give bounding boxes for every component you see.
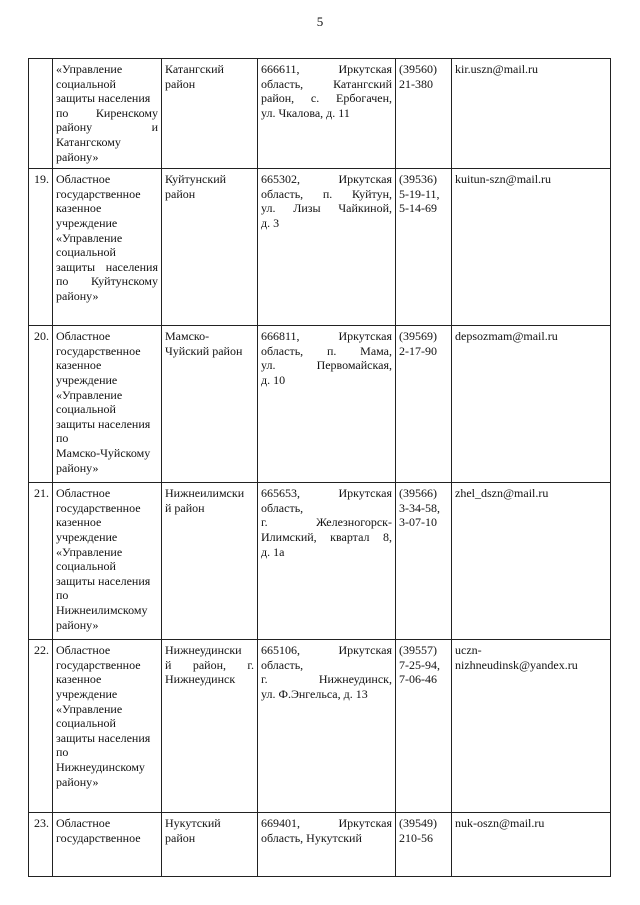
email-line: kuitun-szn@mail.ru — [455, 172, 552, 187]
word: область, — [261, 343, 304, 358]
table-row — [29, 483, 611, 640]
name-line: Областное — [56, 486, 111, 501]
cell-email[interactable] — [452, 640, 611, 813]
word: 669401, — [261, 816, 300, 831]
name-line: по — [56, 588, 69, 603]
word: Куйтунскому — [91, 274, 158, 289]
name-line: району» — [56, 460, 99, 475]
phone-line: 21-380 — [399, 76, 433, 91]
word: 666811, — [261, 329, 300, 344]
word: г. — [261, 672, 268, 687]
district-line: Нижнеудински — [165, 643, 242, 658]
address-line — [261, 358, 392, 373]
word: район, — [192, 657, 226, 672]
address-line: д. 3 — [261, 215, 280, 230]
email-line: uczn- — [455, 643, 482, 658]
name-line: защиты населения — [56, 730, 151, 745]
address-line — [261, 201, 392, 216]
word: Иркутская — [338, 172, 392, 187]
address-line — [261, 515, 392, 530]
district-line: район — [165, 76, 196, 91]
row-number — [29, 59, 53, 169]
address-line — [261, 672, 392, 687]
address-line: ул. Ф.Энгельса, д. 13 — [261, 686, 368, 701]
word: Иркутская — [338, 329, 392, 344]
row-number: 21. — [29, 483, 53, 640]
word: по — [56, 274, 69, 289]
page-number: 5 — [316, 14, 324, 29]
cell-phone — [396, 59, 452, 169]
name-line — [56, 120, 158, 135]
district-line: район — [165, 830, 196, 845]
name-line: социальной — [56, 76, 116, 91]
cell-email[interactable] — [452, 813, 611, 877]
table-row — [29, 326, 611, 483]
word: область, — [261, 186, 304, 201]
word: Железногорск- — [316, 515, 392, 530]
table-body — [29, 59, 611, 877]
name-line: «Управление — [56, 62, 123, 76]
phone-line: 3-34-58, — [399, 500, 440, 515]
address-line: д. 1а — [261, 544, 285, 559]
district-line: Катангский — [165, 62, 224, 76]
address-line — [261, 530, 392, 545]
word: 666611, — [261, 62, 300, 76]
phone-line: (39569) — [399, 329, 437, 344]
name-line: Нижнеилимскому — [56, 602, 148, 617]
word: 8, — [383, 529, 392, 544]
cell-address — [258, 169, 396, 326]
word: 665653, — [261, 486, 300, 501]
word: п. — [326, 343, 337, 358]
name-line: «Управление — [56, 544, 123, 559]
phone-line: 2-17-90 — [399, 343, 437, 358]
cell-district — [162, 169, 258, 326]
name-line: по — [56, 431, 69, 446]
phone-line: (39557) — [399, 643, 437, 658]
word: ул. — [261, 201, 276, 216]
word: й — [165, 657, 172, 672]
district-line — [165, 658, 254, 673]
name-line: социальной — [56, 559, 116, 574]
address-line: область, Нукутский — [261, 830, 362, 845]
name-line: казенное — [56, 201, 102, 216]
name-line: государственное — [56, 657, 141, 672]
district-line: й район — [165, 500, 205, 515]
cell-district — [162, 640, 258, 813]
name-line: государственное — [56, 186, 141, 201]
word: 665302, — [261, 172, 300, 187]
word: Мама, — [360, 343, 392, 358]
name-line: казенное — [56, 358, 102, 373]
email-line: depsozmam@mail.ru — [455, 329, 558, 344]
word: по — [56, 105, 69, 120]
name-line: Областное — [56, 172, 111, 187]
name-line: району» — [56, 288, 99, 303]
word: Иркутская — [338, 816, 392, 831]
name-line — [56, 274, 158, 289]
name-line: социальной — [56, 402, 116, 417]
cell-name — [53, 813, 162, 877]
name-line: Областное — [56, 816, 111, 831]
table-row — [29, 813, 611, 877]
cell-phone — [396, 813, 452, 877]
email-line: kir.uszn@mail.ru — [455, 62, 539, 76]
name-line: социальной — [56, 716, 116, 731]
name-line: Областное — [56, 643, 111, 658]
address-line — [261, 344, 392, 359]
word: Иркутская — [338, 62, 392, 76]
name-line: Нижнеудинскому — [56, 759, 145, 774]
word: г. — [247, 657, 254, 672]
phone-line: 7-25-94, — [399, 657, 440, 672]
cell-phone — [396, 640, 452, 813]
cell-address — [258, 59, 396, 169]
name-line: учреждение — [56, 372, 118, 387]
row-number: 20. — [29, 326, 53, 483]
word: Катангский — [333, 76, 392, 91]
name-line: району» — [56, 774, 99, 789]
district-line: район — [165, 186, 196, 201]
address-line: область, — [261, 500, 304, 515]
cell-email[interactable] — [452, 483, 611, 640]
word: Чайкиной, — [338, 201, 392, 216]
name-line — [56, 106, 158, 121]
address-line — [261, 816, 392, 831]
phone-line: 5-19-11, — [399, 186, 440, 201]
row-number: 23. — [29, 813, 53, 877]
cell-name — [53, 169, 162, 326]
cell-district — [162, 483, 258, 640]
cell-district — [162, 326, 258, 483]
name-line: району» — [56, 617, 99, 632]
cell-phone — [396, 483, 452, 640]
phone-line: 210-56 — [399, 830, 433, 845]
cell-email[interactable] — [452, 59, 611, 169]
cell-name — [53, 483, 162, 640]
address-line — [261, 62, 392, 77]
address-line — [261, 486, 392, 501]
word: п. — [322, 186, 333, 201]
name-line: по — [56, 745, 69, 760]
cell-address — [258, 326, 396, 483]
word: Нижнеудинск, — [318, 672, 392, 687]
name-line: Катангскому — [56, 134, 121, 149]
word: и — [151, 120, 158, 135]
word: с. — [310, 91, 320, 106]
name-line: казенное — [56, 672, 102, 687]
word: району — [56, 120, 93, 135]
word: район, — [261, 91, 295, 106]
name-line: району» — [56, 149, 99, 164]
row-number: 19. — [29, 169, 53, 326]
phone-line: (39549) — [399, 816, 437, 831]
address-line: ул. Чкалова, д. 11 — [261, 105, 350, 120]
name-line: государственное — [56, 343, 141, 358]
word: защиты — [56, 259, 96, 274]
name-line — [56, 260, 158, 275]
word: Иркутская — [338, 486, 392, 501]
name-line: Областное — [56, 329, 111, 344]
address-line — [261, 187, 392, 202]
cell-district — [162, 813, 258, 877]
word: Илимский, — [261, 529, 317, 544]
address-line — [261, 77, 392, 92]
district-line: Нижнеилимски — [165, 486, 245, 501]
name-line: учреждение — [56, 686, 118, 701]
name-line: защиты населения — [56, 416, 151, 431]
cell-name — [53, 326, 162, 483]
address-line — [261, 643, 392, 658]
table-row — [29, 640, 611, 813]
cell-address — [258, 813, 396, 877]
name-line: защиты населения — [56, 573, 151, 588]
cell-phone — [396, 169, 452, 326]
word: Лизы — [293, 201, 321, 216]
cell-email[interactable] — [452, 326, 611, 483]
phone-line: (39560) — [399, 62, 437, 76]
cell-phone — [396, 326, 452, 483]
phone-line: 5-14-69 — [399, 201, 437, 216]
cell-email[interactable] — [452, 169, 611, 326]
email-line: zhel_dszn@mail.ru — [455, 486, 549, 501]
address-line — [261, 172, 392, 187]
word: Ербогачен, — [336, 91, 392, 106]
table-row — [29, 59, 611, 169]
word: Куйтун, — [351, 186, 392, 201]
cell-name — [53, 640, 162, 813]
address-line — [261, 91, 392, 106]
email-line: nuk-oszn@mail.ru — [455, 816, 545, 831]
name-line: социальной — [56, 245, 116, 260]
district-line: Нукутский — [165, 816, 221, 831]
word: Иркутская — [338, 643, 392, 658]
social-protection-offices-table — [28, 58, 611, 877]
email-line: nizhneudinsk@yandex.ru — [455, 657, 578, 672]
name-line: казенное — [56, 515, 102, 530]
word: 665106, — [261, 643, 300, 658]
address-line: область, — [261, 657, 304, 672]
district-line: Нижнеудинск — [165, 672, 236, 687]
name-line: Мамско-Чуйскому — [56, 445, 151, 460]
name-line: государственное — [56, 830, 141, 845]
phone-line: (39536) — [399, 172, 437, 187]
name-line: учреждение — [56, 529, 118, 544]
name-line: защиты населения — [56, 91, 151, 106]
district-line: Куйтунский — [165, 172, 227, 187]
phone-line: (39566) — [399, 486, 437, 501]
word: населения — [105, 259, 158, 274]
row-number: 22. — [29, 640, 53, 813]
address-line: д. 10 — [261, 372, 286, 387]
cell-name — [53, 59, 162, 169]
word: Первомайская, — [316, 358, 392, 373]
table-row — [29, 169, 611, 326]
cell-district — [162, 59, 258, 169]
word: ул. — [261, 358, 276, 373]
word: область, — [261, 76, 304, 91]
word: Киренскому — [95, 105, 158, 120]
name-line: учреждение — [56, 215, 118, 230]
name-line: «Управление — [56, 387, 123, 402]
cell-address — [258, 640, 396, 813]
district-line: Чуйский район — [165, 343, 243, 358]
word: г. — [261, 515, 268, 530]
cell-address — [258, 483, 396, 640]
district-line: Мамско- — [165, 329, 210, 344]
phone-line: 7-06-46 — [399, 672, 437, 687]
name-line: «Управление — [56, 701, 123, 716]
name-line: государственное — [56, 500, 141, 515]
phone-line: 3-07-10 — [399, 515, 437, 530]
word: квартал — [330, 529, 370, 544]
name-line: «Управление — [56, 230, 123, 245]
address-line — [261, 329, 392, 344]
